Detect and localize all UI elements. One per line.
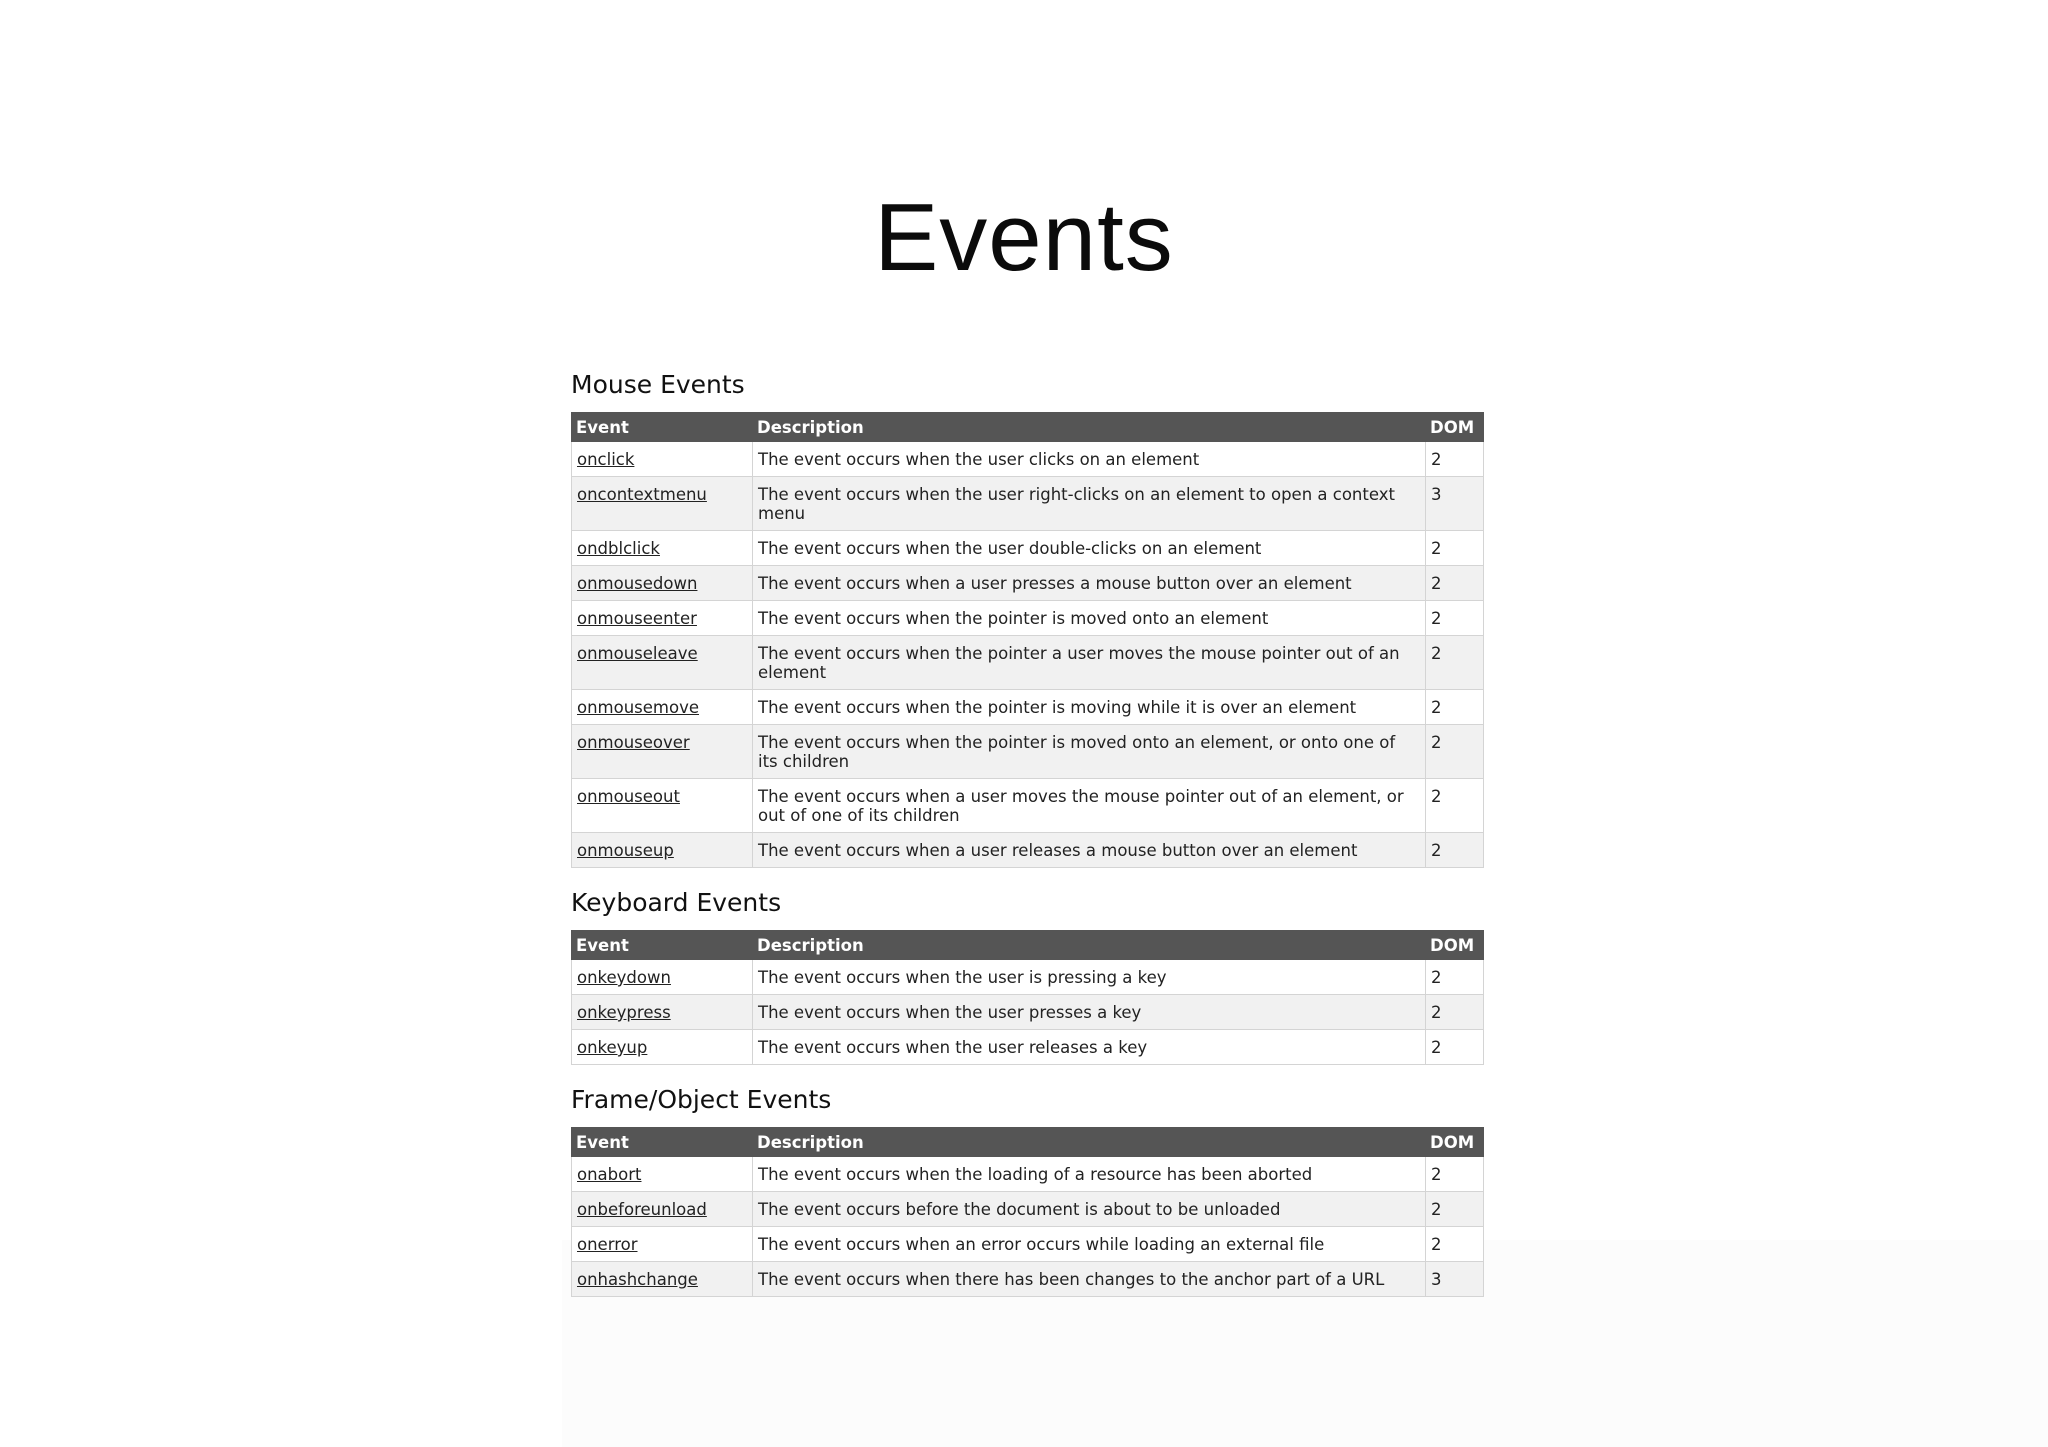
table-row bbox=[572, 833, 1484, 868]
header-dom: DOM bbox=[1426, 1128, 1484, 1157]
dom-level-cell: 2 bbox=[1426, 442, 1484, 477]
table-row bbox=[572, 995, 1484, 1030]
dom-level-cell: 2 bbox=[1426, 1157, 1484, 1192]
event-link[interactable]: onmouseout bbox=[577, 787, 680, 806]
dom-level-cell: 2 bbox=[1426, 995, 1484, 1030]
event-cell bbox=[572, 442, 753, 477]
dom-level-cell: 3 bbox=[1426, 477, 1484, 531]
event-link[interactable]: onkeydown bbox=[577, 968, 671, 987]
event-cell bbox=[572, 725, 753, 779]
description-cell: The event occurs when an error occurs while loading an external file bbox=[753, 1227, 1426, 1262]
slide-title: Events bbox=[874, 184, 1174, 291]
event-link[interactable]: oncontextmenu bbox=[577, 485, 707, 504]
event-link[interactable]: onmousemove bbox=[577, 698, 700, 717]
event-link[interactable]: onmouseup bbox=[577, 841, 674, 860]
event-link[interactable]: onerror bbox=[577, 1235, 638, 1254]
event-link[interactable]: onmouseleave bbox=[577, 644, 698, 663]
section-title: Mouse Events bbox=[571, 370, 745, 399]
description-cell: The event occurs when the user is pressing a key bbox=[753, 960, 1426, 995]
dom-level-cell: 2 bbox=[1426, 566, 1484, 601]
section-title: Keyboard Events bbox=[571, 888, 782, 917]
table-row bbox=[572, 566, 1484, 601]
dom-level-cell: 2 bbox=[1426, 1030, 1484, 1065]
table-row bbox=[572, 1262, 1484, 1297]
dom-level-cell: 2 bbox=[1426, 779, 1484, 833]
table-row bbox=[572, 690, 1484, 725]
event-cell bbox=[572, 1030, 753, 1065]
dom-level-cell: 2 bbox=[1426, 531, 1484, 566]
header-event: Event bbox=[572, 413, 753, 442]
header-event: Event bbox=[572, 931, 753, 960]
header-dom: DOM bbox=[1426, 413, 1484, 442]
description-cell: The event occurs when there has been changes to the anchor part of a URL bbox=[753, 1262, 1426, 1297]
description-cell: The event occurs when the user right-clicks on an element to open a context menu bbox=[753, 477, 1426, 531]
table-header-row bbox=[572, 931, 1484, 960]
table-header-row bbox=[572, 1128, 1484, 1157]
description-cell: The event occurs when the loading of a resource has been aborted bbox=[753, 1157, 1426, 1192]
description-cell: The event occurs when the user releases a key bbox=[753, 1030, 1426, 1065]
table-row bbox=[572, 779, 1484, 833]
event-cell bbox=[572, 960, 753, 995]
dom-level-cell: 2 bbox=[1426, 636, 1484, 690]
description-cell: The event occurs when the user clicks on an element bbox=[753, 442, 1426, 477]
description-cell: The event occurs when the pointer is moved onto an element bbox=[753, 601, 1426, 636]
event-cell bbox=[572, 1157, 753, 1192]
header-description: Description bbox=[753, 413, 1426, 442]
event-link[interactable]: onmouseenter bbox=[577, 609, 697, 628]
event-cell bbox=[572, 833, 753, 868]
table-row bbox=[572, 636, 1484, 690]
description-cell: The event occurs when a user releases a mouse button over an element bbox=[753, 833, 1426, 868]
table-row bbox=[572, 1157, 1484, 1192]
event-link[interactable]: onmouseover bbox=[577, 733, 690, 752]
event-cell bbox=[572, 1262, 753, 1297]
events-table bbox=[571, 1127, 1484, 1297]
table-row bbox=[572, 960, 1484, 995]
event-link[interactable]: onabort bbox=[577, 1165, 642, 1184]
dom-level-cell: 2 bbox=[1426, 1227, 1484, 1262]
event-link[interactable]: onclick bbox=[577, 450, 635, 469]
event-link[interactable]: onkeyup bbox=[577, 1038, 648, 1057]
table-row bbox=[572, 1030, 1484, 1065]
event-cell bbox=[572, 477, 753, 531]
table-row bbox=[572, 1192, 1484, 1227]
event-link[interactable]: onbeforeunload bbox=[577, 1200, 707, 1219]
table-header-row bbox=[572, 413, 1484, 442]
description-cell: The event occurs when the pointer is moved onto an element, or onto one of its children bbox=[753, 725, 1426, 779]
dom-level-cell: 2 bbox=[1426, 833, 1484, 868]
table-row bbox=[572, 725, 1484, 779]
table-row bbox=[572, 601, 1484, 636]
description-cell: The event occurs when the user double-clicks on an element bbox=[753, 531, 1426, 566]
event-cell bbox=[572, 601, 753, 636]
event-cell bbox=[572, 531, 753, 566]
dom-level-cell: 2 bbox=[1426, 690, 1484, 725]
event-cell bbox=[572, 1192, 753, 1227]
dom-level-cell: 2 bbox=[1426, 1192, 1484, 1227]
event-link[interactable]: onmousedown bbox=[577, 574, 698, 593]
header-description: Description bbox=[753, 931, 1426, 960]
event-cell bbox=[572, 636, 753, 690]
description-cell: The event occurs before the document is about to be unloaded bbox=[753, 1192, 1426, 1227]
event-link[interactable]: onkeypress bbox=[577, 1003, 671, 1022]
event-cell bbox=[572, 690, 753, 725]
event-cell bbox=[572, 995, 753, 1030]
table-row bbox=[572, 531, 1484, 566]
dom-level-cell: 3 bbox=[1426, 1262, 1484, 1297]
events-table bbox=[571, 930, 1484, 1065]
header-dom: DOM bbox=[1426, 931, 1484, 960]
embedded-screenshot bbox=[571, 360, 1483, 1289]
dom-level-cell: 2 bbox=[1426, 725, 1484, 779]
event-cell bbox=[572, 779, 753, 833]
table-row bbox=[572, 1227, 1484, 1262]
event-cell bbox=[572, 1227, 753, 1262]
description-cell: The event occurs when the pointer a user moves the mouse pointer out of an element bbox=[753, 636, 1426, 690]
description-cell: The event occurs when the user presses a key bbox=[753, 995, 1426, 1030]
dom-level-cell: 2 bbox=[1426, 601, 1484, 636]
description-cell: The event occurs when a user moves the mouse pointer out of an element, or out of one of its children bbox=[753, 779, 1426, 833]
event-link[interactable]: onhashchange bbox=[577, 1270, 698, 1289]
header-description: Description bbox=[753, 1128, 1426, 1157]
event-link[interactable]: ondblclick bbox=[577, 539, 660, 558]
header-event: Event bbox=[572, 1128, 753, 1157]
events-table bbox=[571, 412, 1484, 868]
table-row bbox=[572, 477, 1484, 531]
description-cell: The event occurs when a user presses a mouse button over an element bbox=[753, 566, 1426, 601]
dom-level-cell: 2 bbox=[1426, 960, 1484, 995]
event-cell bbox=[572, 566, 753, 601]
description-cell: The event occurs when the pointer is moving while it is over an element bbox=[753, 690, 1426, 725]
table-row bbox=[572, 442, 1484, 477]
section-title: Frame/Object Events bbox=[571, 1085, 832, 1114]
